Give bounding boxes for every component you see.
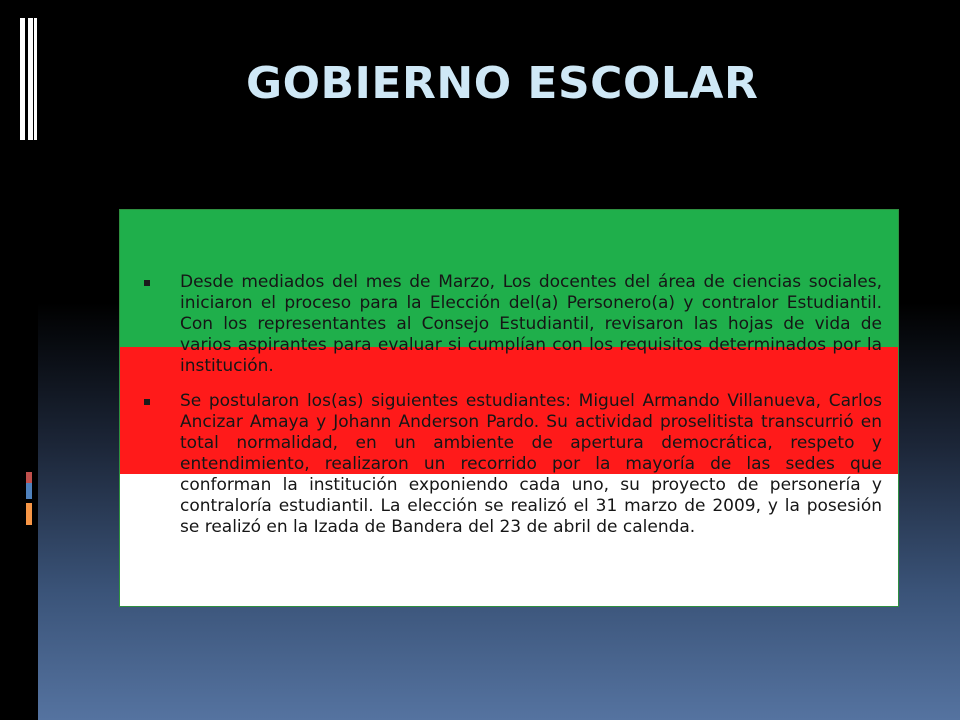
- bullet-text: Desde mediados del mes de Marzo, Los docentes del área de ciencias sociales, iniciaron el proceso para la Elección del(a) Personero(a) y contralor Estudiantil. Con los representantes al Consejo Estudiantil, revisaron las hojas de vida de varios aspirantes para evaluar si cumplían con los requisitos determinados por la institución.: [180, 272, 882, 376]
- bullet-list: [144, 272, 882, 552]
- bullet-text: Se postularon los(as) siguientes estudiantes: Miguel Armando Villanueva, Carlos Ancizar Amaya y Johann Anderson Pardo. Su actividad proselitista transcurrió en total normalidad, en un ambiente de apertura democrática, respeto y entendimiento, realizaron un recorrido por la mayoría de las sedes que conforman la institución exponiendo cada uno, su proyecto de personería y contraloría estudiantil. La elección se realizó el 31 marzo de 2009, y la posesión se realizó en la Izada de Bandera del 23 de abril de calenda.: [180, 391, 882, 537]
- slide-title: GOBIERNO ESCOLAR: [246, 58, 759, 109]
- decorative-bar: [34, 18, 37, 140]
- content-box: [119, 209, 899, 607]
- bullet-item: [144, 391, 882, 538]
- decorative-square-orange: [26, 503, 32, 525]
- decorative-square-blue: [26, 483, 32, 499]
- bullet-item: [144, 272, 882, 377]
- decorative-bar: [20, 18, 25, 140]
- square-bullet-icon: [144, 399, 150, 405]
- square-bullet-icon: [144, 280, 150, 286]
- decorative-bar: [28, 18, 33, 140]
